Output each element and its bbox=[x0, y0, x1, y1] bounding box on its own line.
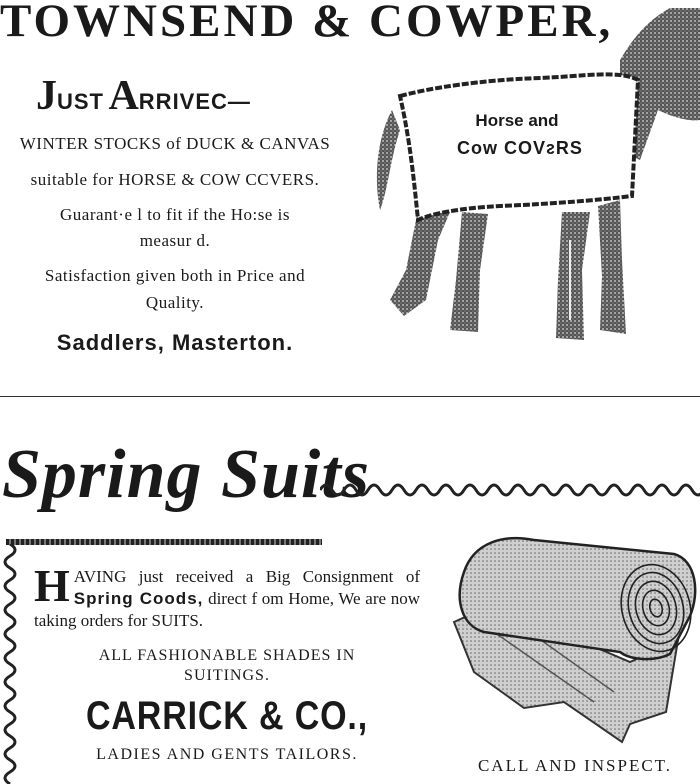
fashionable-shades bbox=[34, 646, 420, 686]
arrived-a: A bbox=[108, 73, 139, 119]
heading-underline-rule bbox=[6, 539, 322, 545]
winter-stocks-line: WINTER STOCKS of DUCK & CANVAS bbox=[19, 134, 331, 153]
body-text-bold: Spring Coods, bbox=[73, 589, 204, 608]
arrived-j: J bbox=[36, 73, 57, 119]
wavy-rule-left bbox=[0, 544, 20, 784]
suitable-line: suitable for HORSE & COW CCVERS. bbox=[30, 170, 320, 189]
fashion-line-2: SUITINGS. bbox=[184, 667, 270, 684]
spring-suits-heading: Spring Suits bbox=[2, 436, 371, 513]
quality-line: Quality. bbox=[145, 293, 205, 312]
measured-line: measur d. bbox=[139, 231, 211, 250]
horse-covered-illustration bbox=[370, 0, 700, 360]
wavy-rule-top bbox=[320, 478, 700, 502]
cloth-bolt-illustration bbox=[434, 512, 700, 750]
drop-cap: H bbox=[34, 560, 70, 611]
call-and-inspect: CALL AND INSPECT. bbox=[477, 756, 673, 775]
arrived-rest: RRIVEC— bbox=[138, 89, 251, 114]
firm-name: CARRICK & CO., bbox=[85, 694, 369, 738]
body-text-a: AVING just received a Big Consignment of bbox=[73, 567, 420, 586]
fashion-line-1: ALL FASHIONABLE SHADES IN bbox=[98, 647, 356, 664]
cover-label-line-1: Horse and bbox=[475, 111, 559, 130]
arrived-ust: UST bbox=[57, 89, 104, 114]
body-text-b: direct f om Home, We are now taking orders for SUITS. bbox=[34, 589, 420, 630]
consignment-paragraph bbox=[34, 560, 420, 632]
just-arrived-line bbox=[36, 72, 251, 120]
townsend-heading: TOWNSEND & COWPER, bbox=[0, 0, 614, 47]
guarantee-line: Guarant·e l to fit if the Ho:se is bbox=[60, 205, 290, 224]
cover-label-line-2: Cow COVᴤRS bbox=[457, 138, 583, 158]
satisfaction-line: Satisfaction given both in Price and bbox=[44, 266, 306, 285]
section-divider bbox=[0, 396, 700, 397]
tailors-line: LADIES AND GENTS TAILORS. bbox=[96, 746, 358, 763]
saddlers-signature: Saddlers, Masterton. bbox=[56, 330, 294, 355]
